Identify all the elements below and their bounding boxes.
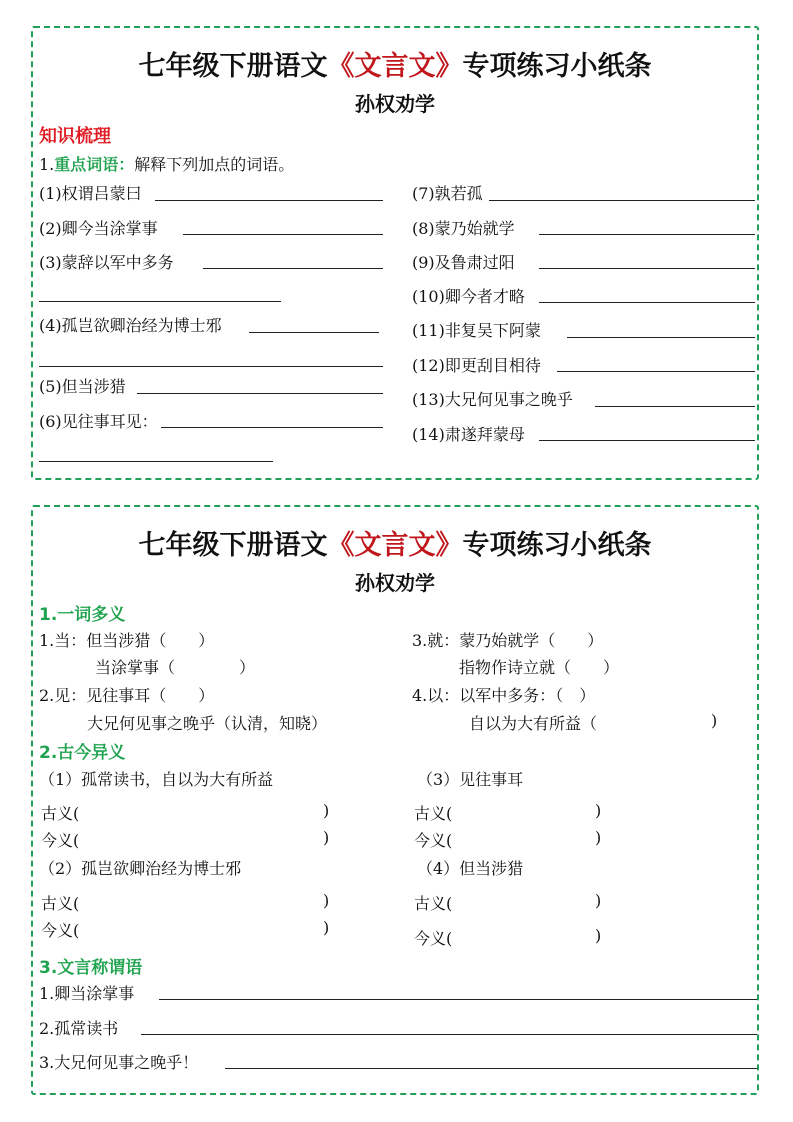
card2-title: [33, 523, 757, 562]
poly-4b-close: ): [711, 711, 718, 730]
gj-3-ancient[interactable]: 古义(: [414, 804, 453, 823]
answer-line-9[interactable]: [539, 268, 755, 269]
item-6: (6)见往事耳见：: [39, 412, 158, 431]
section-polysemy: 1.一词多义: [39, 605, 126, 625]
gj-4-ancient[interactable]: 古义(: [414, 894, 453, 913]
item-13: (13)大兄何见事之晚乎: [412, 390, 573, 409]
cheng-2-line[interactable]: [141, 1034, 757, 1035]
gj-4-modern-close: ): [595, 926, 602, 945]
cheng-3: 3.大兄何见事之晚乎！: [39, 1053, 199, 1072]
answer-line-2[interactable]: [183, 234, 383, 235]
card1-subtitle: 孙权劝学: [355, 92, 435, 116]
answer-line-10[interactable]: [539, 302, 755, 303]
gj-2-ancient[interactable]: 古义(: [41, 894, 80, 913]
section-ancient-modern: 2.古今异义: [39, 743, 126, 763]
cheng-3-line[interactable]: [225, 1068, 757, 1069]
answer-line-4b[interactable]: [39, 366, 383, 367]
section-knowledge: 知识梳理: [39, 126, 111, 147]
answer-line-11[interactable]: [567, 337, 755, 338]
gj-3-modern[interactable]: 今义(: [414, 831, 453, 850]
answer-line-7[interactable]: [489, 200, 755, 201]
title-part-1: 七年级下册语文: [138, 530, 328, 561]
answer-line-1[interactable]: [155, 200, 383, 201]
title-part-red: 《文言文》: [327, 51, 463, 82]
item-2: (2)卿今当涂掌事: [39, 219, 158, 238]
answer-line-14[interactable]: [539, 440, 755, 441]
item-8: (8)蒙乃始就学: [412, 219, 515, 238]
card2-subtitle: 孙权劝学: [355, 571, 435, 595]
poly-2b: 大兄何见事之晚乎（认清，知晓）: [87, 714, 328, 733]
q1-text: 解释下列加点的词语。: [134, 155, 295, 174]
q1-label: 重点词语：: [54, 155, 135, 174]
title-part-1: 七年级下册语文: [138, 51, 328, 82]
poly-2: 2.见：见往事耳（ ）: [39, 686, 215, 705]
answer-line-12[interactable]: [557, 371, 755, 372]
cheng-1: 1.卿当涂掌事: [39, 984, 135, 1003]
cheng-1-line[interactable]: [159, 999, 757, 1000]
item-10: (10)卿今者才略: [412, 287, 525, 306]
gj-3-modern-close: ): [595, 828, 602, 847]
answer-line-4[interactable]: [249, 332, 379, 333]
gj-2-modern-close: ): [323, 918, 330, 937]
gj-2-ancient-close: ): [323, 891, 330, 910]
worksheet-card-1: [31, 26, 759, 480]
poly-3b: 指物作诗立就（ ）: [459, 658, 620, 677]
answer-line-3b[interactable]: [39, 301, 281, 302]
gj-1-ancient-close: ): [323, 801, 330, 820]
title-part-2: 专项练习小纸条: [462, 51, 652, 82]
item-1: (1)权谓吕蒙曰: [39, 184, 142, 203]
cheng-2: 2.孤常读书: [39, 1019, 119, 1038]
title-part-2: 专项练习小纸条: [462, 530, 652, 561]
answer-line-6[interactable]: [161, 427, 383, 428]
gj-3-title: （3）见往事耳: [417, 770, 524, 789]
poly-1b: 当涂掌事（ ）: [95, 658, 256, 677]
item-4: (4)孤岂欲卿治经为博士邪: [39, 316, 222, 335]
gj-2-title: （2）孤岂欲卿治经为博士邪: [39, 859, 242, 878]
gj-4-title: （4）但当涉猎: [417, 859, 524, 878]
gj-1-ancient[interactable]: 古义(: [41, 804, 80, 823]
gj-2-modern[interactable]: 今义(: [41, 921, 80, 940]
title-part-red: 《文言文》: [327, 530, 463, 561]
item-3: (3)蒙辞以军中多务: [39, 253, 174, 272]
item-11: (11)非复吴下阿蒙: [412, 321, 541, 340]
q1-number: 1.: [39, 155, 55, 174]
poly-1: 1.当：但当涉猎（ ）: [39, 631, 215, 650]
answer-line-8[interactable]: [539, 234, 755, 235]
item-9: (9)及鲁肃过阳: [412, 253, 515, 272]
poly-4b: 自以为大有所益（: [469, 714, 598, 733]
answer-line-5[interactable]: [137, 393, 383, 394]
question-1-instruction: [39, 152, 294, 175]
card1-title: [33, 44, 757, 83]
poly-3: 3.就：蒙乃始就学（ ）: [412, 631, 604, 650]
item-7: (7)孰若孤: [412, 184, 483, 203]
section-address-terms: 3.文言称谓语: [39, 958, 143, 978]
gj-1-modern-close: ): [323, 828, 330, 847]
item-14: (14)肃遂拜蒙母: [412, 425, 525, 444]
gj-4-ancient-close: ): [595, 891, 602, 910]
gj-4-modern[interactable]: 今义(: [414, 929, 453, 948]
gj-3-ancient-close: ): [595, 801, 602, 820]
gj-1-title: （1）孤常读书，自以为大有所益: [39, 770, 274, 789]
gj-1-modern[interactable]: 今义(: [41, 831, 80, 850]
item-5: (5)但当涉猎: [39, 377, 126, 396]
poly-4: 4.以：以军中多务：（ ）: [412, 686, 596, 705]
answer-line-6b[interactable]: [39, 461, 273, 462]
answer-line-13[interactable]: [595, 406, 755, 407]
item-12: (12)即更刮目相待: [412, 356, 541, 375]
answer-line-3[interactable]: [203, 268, 383, 269]
worksheet-card-2: [31, 505, 759, 1095]
